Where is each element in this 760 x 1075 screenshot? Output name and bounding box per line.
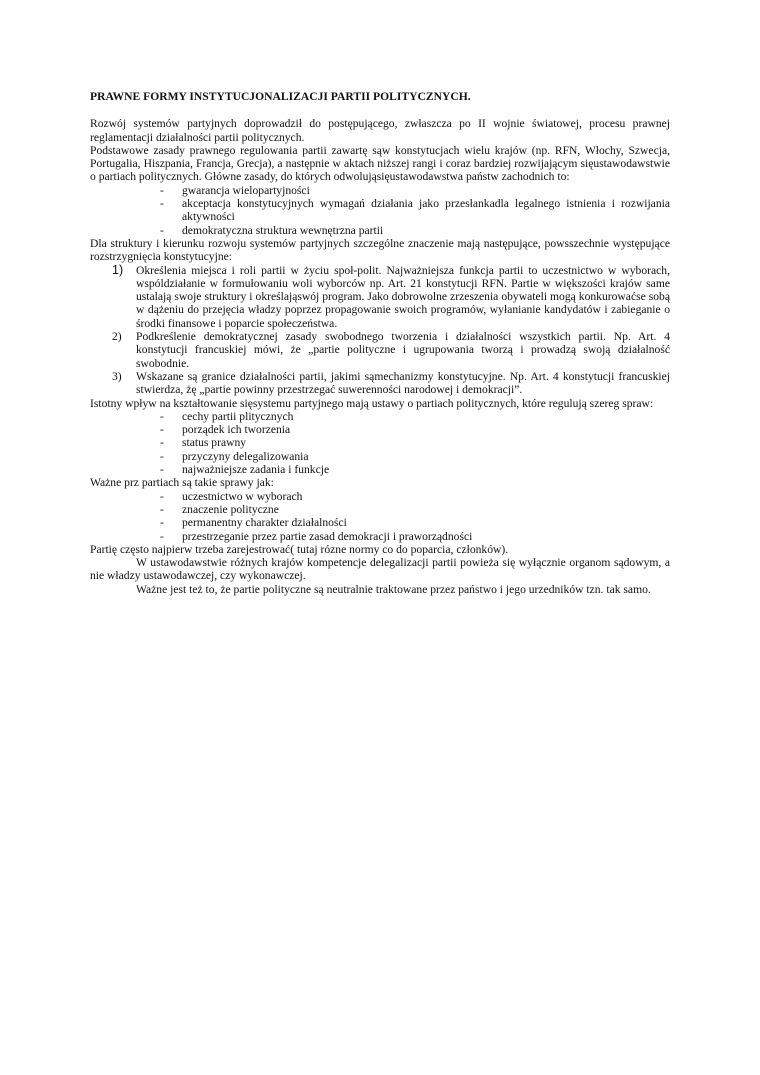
dash-bullet: - [160, 516, 164, 530]
paragraph-registration: Partię często najpierw trzeba zarejestrować( tutaj rózne normy co do poparcia, członków). [90, 542, 509, 556]
document-title: PRAWNE FORMY INSTYTUCJONALIZACJI PARTII POLITYCZNYCH. [90, 90, 471, 103]
list-item [90, 410, 670, 423]
dash-bullet: - [160, 197, 164, 211]
list-item-text: przyczyny delegalizowania [182, 449, 309, 463]
list-item-text: cechy partii plitycznych [182, 409, 294, 423]
principles-list [90, 184, 670, 237]
laws-list [90, 410, 670, 476]
list-item-text: status prawny [182, 436, 247, 450]
dash-bullet: - [160, 423, 164, 437]
item-number: 3) [112, 369, 122, 383]
dash-bullet: - [160, 183, 164, 197]
dash-bullet: - [160, 436, 164, 450]
important-list [90, 490, 670, 543]
list-item [90, 436, 670, 449]
list-item [90, 224, 670, 237]
list-item [90, 530, 670, 543]
dash-bullet: - [160, 409, 164, 423]
paragraph-delegalization: W ustawodawstwie różnych krajów kompetencje delegalizacji partii powieża się wyłącznie organom sądowym, a nie władzy ustawodawczej, czy wykonawczej. [90, 556, 670, 583]
list-item-text: uczestnictwo w wyborach [182, 489, 303, 503]
document-page [90, 90, 670, 596]
numbered-item-text: Podkreślenie demokratycznej zasady swobodnego tworzenia i działalności wszystkich partii. Np. Art. 4 konstytucji francuskiej mówi, że „partie polityczne i ugrupowania tworzą i prowadzą swoją działalność swobodnie. [136, 330, 670, 370]
list-item-text: akceptacja konstytucyjnych wymagań działania jako przesłankadla legalnego istnienia i rozwijania aktywności [182, 197, 670, 224]
paragraph-neutrality: Ważne jest też to, że partie polityczne są neutralnie traktowane przez państwo i jego urzedników tzn. tak samo. [136, 582, 651, 596]
list-item-text: gwarancja wielopartyjności [182, 183, 310, 197]
list-item-text: demokratyczna struktura wewnętrzna partii [182, 223, 384, 237]
list-item [90, 197, 670, 224]
list-item [90, 516, 670, 529]
dash-bullet: - [160, 449, 164, 463]
list-item-text: porządek ich tworzenia [182, 423, 291, 437]
list-item-text: przestrzeganie przez partie zasad demokracji i praworządności [182, 529, 473, 543]
paragraph-intro: Rozwój systemów partyjnych doprowadził do postępującego, zwłaszcza po II wojnie światowej, procesu prawnej reglamentacji działalności partii politycznych. [90, 117, 670, 144]
list-item-text: permanentny charakter działalności [182, 516, 347, 530]
list-item [90, 490, 670, 503]
paragraph-laws: Istotny wpływ na kształtowanie sięsystemu partyjnego mają ustawy o partiach politycznych, które regulują szereg spraw: [90, 396, 654, 410]
list-item-text: znaczenie polityczne [182, 502, 279, 516]
paragraph-important: Ważne prz partiach są takie sprawy jak: [90, 476, 274, 490]
dash-bullet: - [160, 223, 164, 237]
item-number: 2) [112, 330, 122, 344]
item-number: 1) [112, 262, 124, 277]
paragraph-structure: Dla struktury i kierunku rozwoju systemów partyjnych szczególne znaczenie mają następujące, powsszechnie występujące rozstrzygnięcia konstytucyjne: [90, 236, 670, 264]
dash-bullet: - [160, 489, 164, 503]
numbered-item [90, 330, 670, 370]
numbered-item [90, 264, 670, 330]
numbered-item [90, 370, 670, 397]
list-item-text: najważniejsze zadania i funkcje [182, 463, 330, 477]
list-item [90, 423, 670, 436]
dash-bullet: - [160, 502, 164, 516]
dash-bullet: - [160, 529, 164, 543]
paragraph-principles: Podstawowe zasady prawnego regulowania partii zawartę sąw konstytucjach wielu krajów (np. RFN, Włochy, Szwecja, Portugalia, Hiszpania, Francja, Grecja), a następnie w aktach niższej rangi i coraz bardziej rozwijającym sięustawodawstwie o partiach politycznych. Główne zasady, do których odwolująsięustawodawstwa państw zachodnich to: [90, 143, 670, 184]
list-item [90, 450, 670, 463]
numbered-list [90, 264, 670, 397]
numbered-item-text: Wskazane są granice działalności partii, jakimi sąmechanizmy konstytucyjne. Np. Art. 4 konstytucji francuskiej stwierdza, żę „partie powinny przestrzegać suwerenności narodowej i demokracji”. [136, 369, 670, 397]
numbered-item-text: Określenia miejsca i roli partii w życiu społ-polit. Najważniejsza funkcja partii to uczestnictwo w wyborach, wspóldziałanie w formułowaniu woli wyborców np. Art. 21 konstytucji RFN. Partie w większości krajów same ustalają swoje struktury i określająswój program. Jako dobrowolne zrzeszenia obywateli mogą konkurowaćse sobą w dążeniu do przejęcia władzy poprzez propagowanie swoich programów, wyłanianie kandydatów i zabieganie o środki finansowe i poparcie społeczeństwa. [136, 263, 670, 330]
dash-bullet: - [160, 463, 164, 477]
list-item [90, 503, 670, 516]
list-item [90, 184, 670, 197]
list-item [90, 463, 670, 476]
